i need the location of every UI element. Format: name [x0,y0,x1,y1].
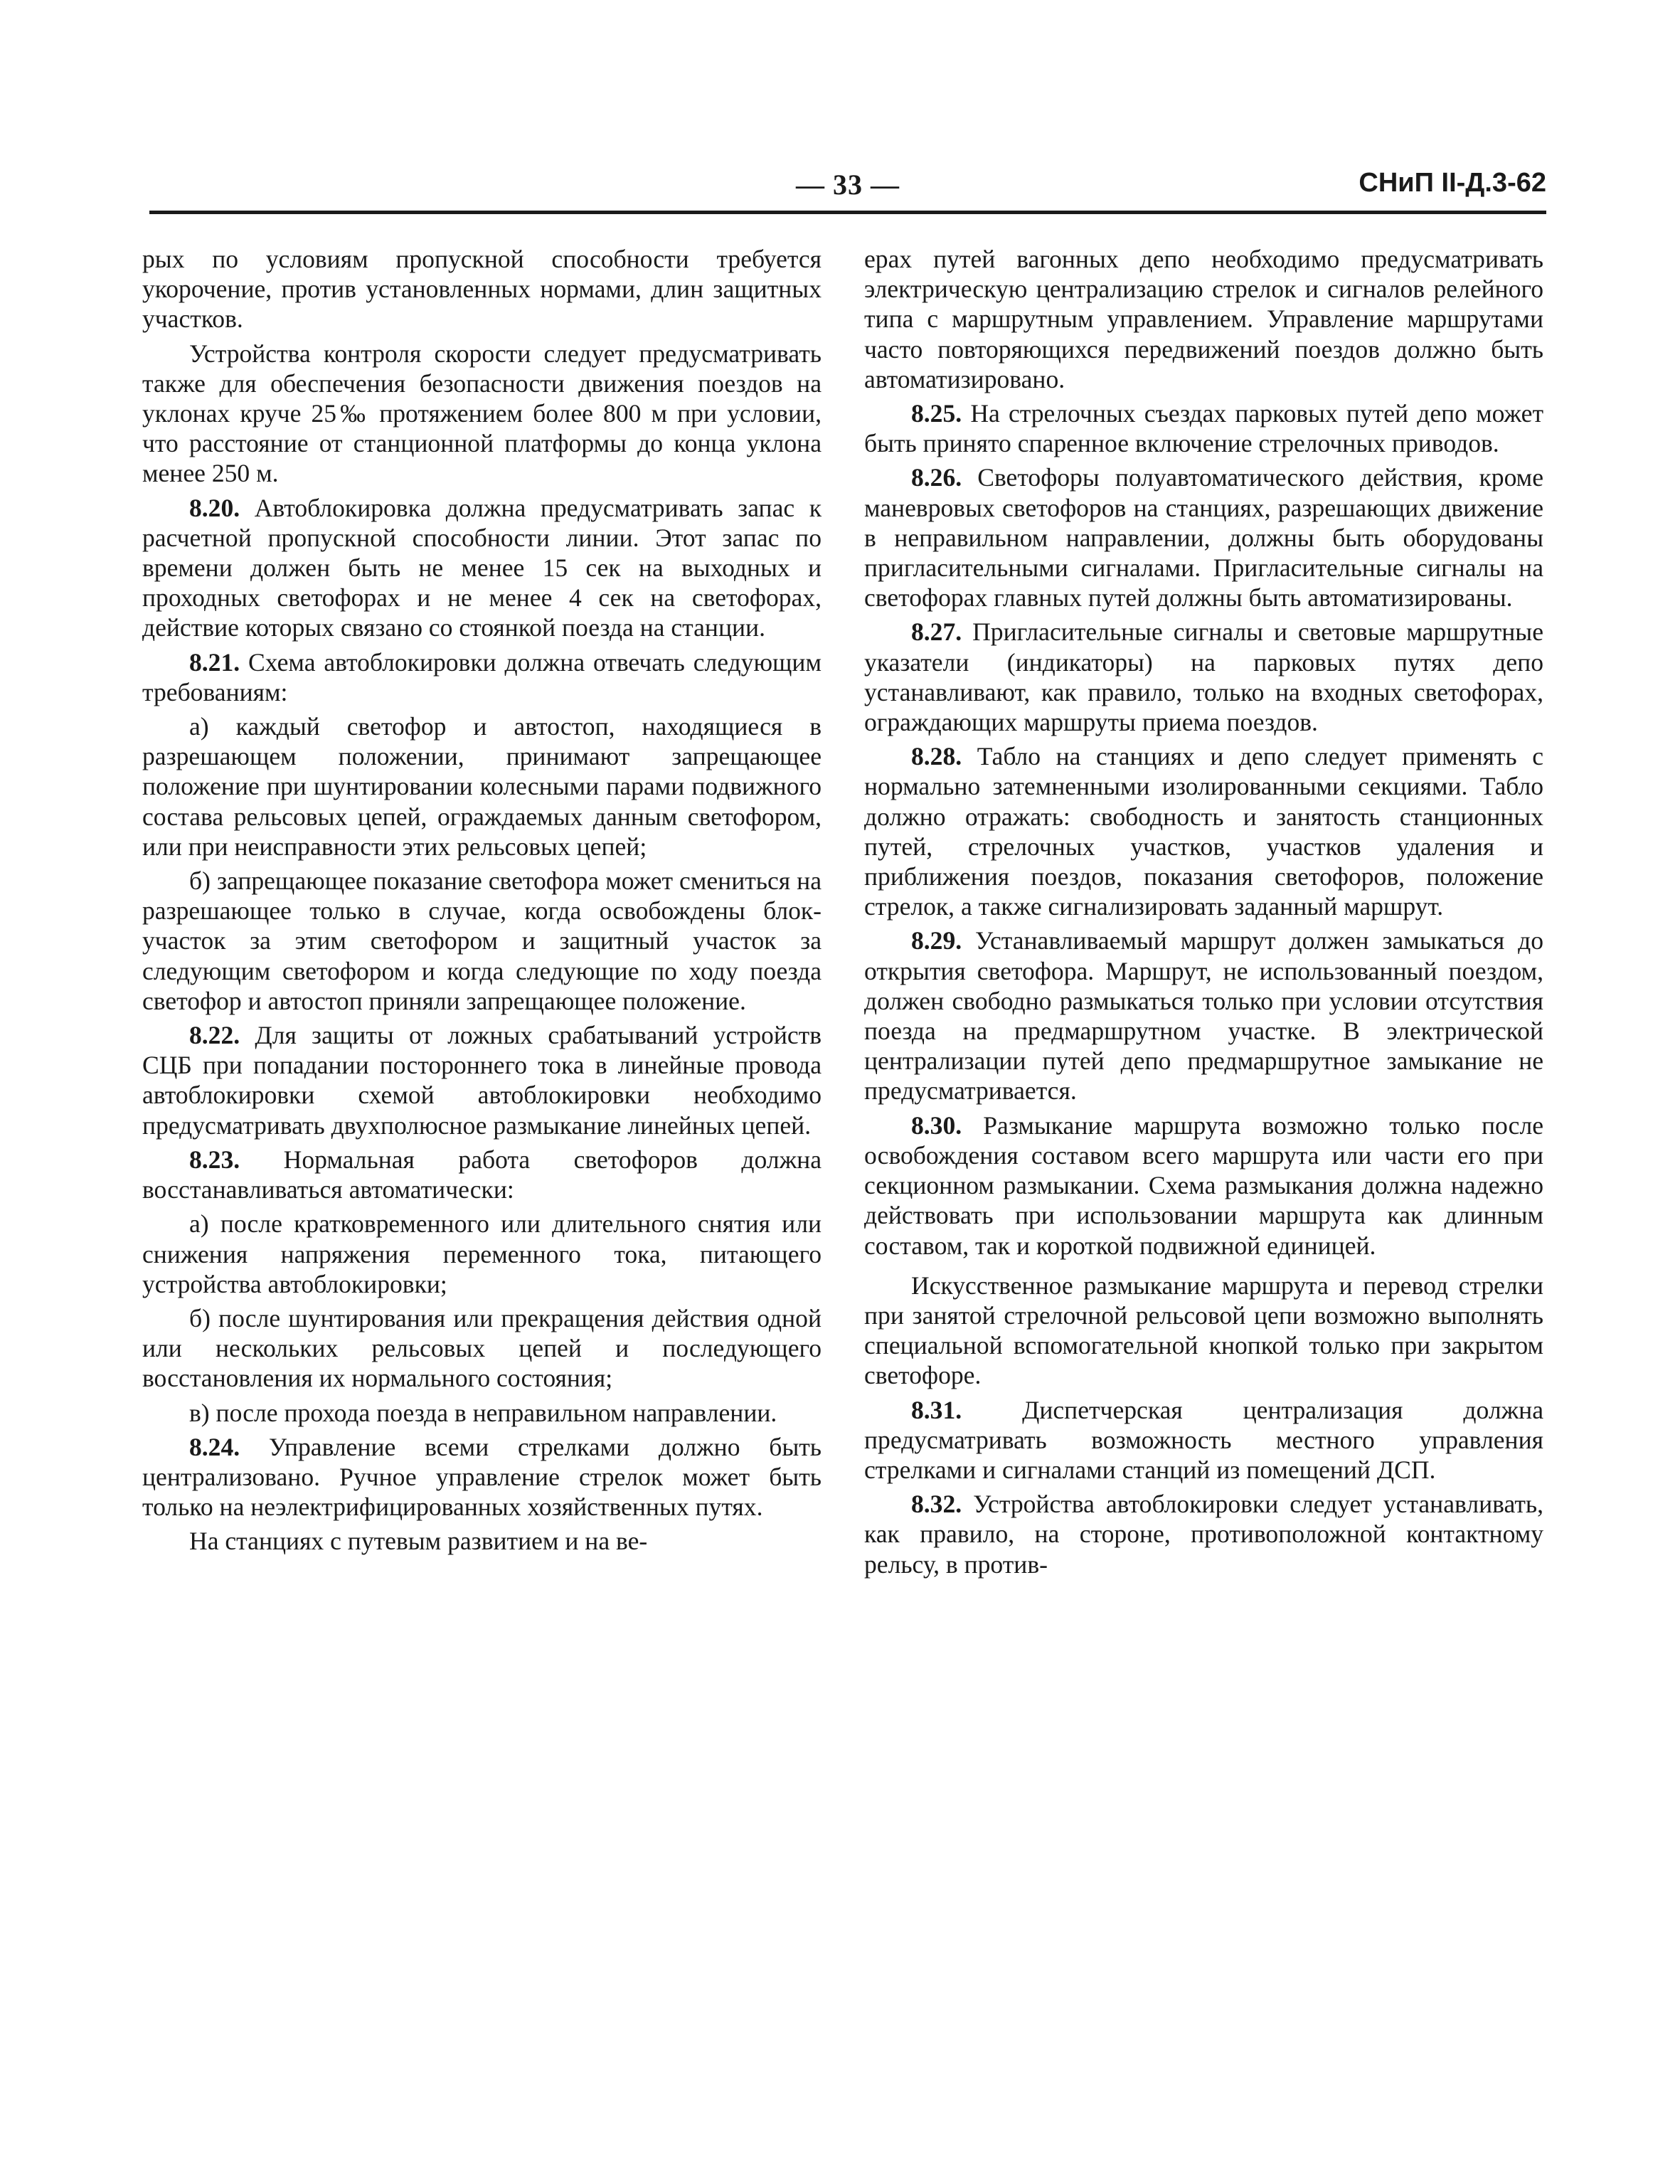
clause-text: Автоблокировка должна предусматривать запас к расчетной пропускной способности линии. Этот запас по времени должен быть не менее 15 сек на выходных и проходных светофорах и не менее 4 сек на светофорах, действие которых связано со стоянкой поезда на станции. [142,493,822,642]
clause-number: 8.25. [911,399,962,428]
clause-number: 8.26. [911,463,962,492]
clause-number: 8.31. [911,1395,962,1424]
clause-text: Пригласительные сигналы и световые маршрутные указатели (индикаторы) на парковых путях депо устанавливают, как правило, только на входных светофорах, ограждающих маршруты приема поездов. [864,617,1543,737]
clause-8-32 [864,1489,1543,1579]
clause-text: Устанавливаемый маршрут должен замыкаться до открытия светофора. Маршрут, не использованный поездом, должен свободно размыкаться только при условии отсутствия поезда на предмаршрутном участке. В электрической централизации путей депо предмаршрутное замыкание не предусматривается. [864,926,1544,1106]
clause-text: Табло на станциях и депо следует применять с нормально затемненными изолированными секциями. Табло должно отражать: свободность и занятость станционных путей, стрелочных участков, участков удаления и приближения поездов, показания светофоров, положение стрелок, а также сигнализировать заданный маршрут. [864,742,1543,921]
document-code: СНиП II-Д.3-62 [1359,168,1546,198]
clause-number: 8.28. [911,742,962,771]
paragraph: ерах путей вагонных депо необходимо предусматривать электрическую централизацию стрелок и сигналов релейного типа с маршрутным управлением. Управление маршрутами часто повторяющихся передвижений поездов должно быть автоматизировано. [864,245,1543,393]
clause-text: Схема автоблокировки должна отвечать следующим требованиям: [142,647,822,706]
clause-8-21 [142,647,822,707]
page-number: — 33 — [796,169,900,201]
clause-8-27 [864,617,1543,737]
clause-8-24 [142,1432,822,1522]
list-item: б) запрещающее показание светофора может смениться на разрешающее только в случае, когда освобождены блок-участок за этим светофором и защитный участок за следующим светофором и когда следующие по ходу поезда светофор и автостоп приняли запрещающее положение. [142,866,822,1015]
list-item: б) после шунтирования или прекращения действия одной или нескольких рельсовых цепей и последующего восстановления их нормального состояния; [142,1303,822,1393]
paragraph: Искусственное размыкание маршрута и перевод стрелки при занятой стрелочной рельсовой цепи возможно выполнять специальной вспомогательной кнопкой только при закрытом светофоре. [864,1271,1543,1390]
clause-text: Устройства автоблокировки следует устанавливать, как правило, на стороне, противоположной контактному рельсу, в против- [864,1490,1543,1579]
clause-text: Для защиты от ложных срабатываний устройств СЦБ при попадании постороннего тока в линейные провода автоблокировки схемой автоблокировки необходимо предусматривать двухполюсное размыкание линейных цепей. [142,1021,822,1140]
clause-8-30 [864,1110,1543,1261]
clause-number: 8.23. [189,1145,240,1174]
clause-number: 8.20. [189,493,240,522]
list-item: а) каждый светофор и автостоп, находящиеся в разрешающем положении, принимают запрещающее положение при шунтировании колесными парами подвижного состава рельсовых цепей, ограждаемых данным светофором, или при неисправности этих рельсовых цепей; [142,712,822,861]
clause-8-26 [864,462,1543,613]
clause-text: Светофоры полуавтоматического действия, кроме маневровых светофоров на станциях, разрешающих движение в неправильном направлении, должны быть оборудованы пригласительными сигналами. Пригласительные сигналы на светофорах главных путей должны быть автоматизированы. [864,463,1543,613]
clause-text: Диспетчерская централизация должна предусматривать возможность местного управления стрелками и сигналами станций из помещений ДСП. [864,1395,1543,1484]
clause-8-25 [864,398,1543,458]
right-column [864,244,1543,1584]
clause-text: Размыкание маршрута возможно только после освобождения составом всего маршрута или части его при секционном размыкании. Схема размыкания должна надежно действовать при использовании маршрута как длинным составом, так и короткой подвижной единицей. [864,1110,1543,1260]
left-column [142,244,822,1561]
clause-8-23 [142,1145,822,1204]
paragraph: рых по условиям пропускной способности требуется укорочение, против установленных нормами, длин защитных участков. [142,245,822,334]
clause-8-29 [864,926,1543,1106]
clause-8-31 [864,1395,1543,1485]
clause-number: 8.30. [911,1110,962,1140]
clause-text: На стрелочных съездах парковых путей депо может быть принято спаренное включение стрелочных приводов. [864,399,1543,458]
clause-number: 8.29. [911,926,962,955]
clause-number: 8.21. [189,647,240,677]
clause-8-22 [142,1020,822,1140]
clause-number: 8.24. [189,1432,240,1461]
clause-8-20 [142,493,822,643]
header-rule [149,211,1546,214]
list-item: а) после кратковременного или длительного снятия или снижения напряжения переменного тока, питающего устройства автоблокировки; [142,1209,822,1298]
paragraph: Устройства контроля скорости следует предусматривать также для обеспечения безопасности движения поездов на уклонах круче 25‰ протяжением более 800 м при условии, что расстояние от станционной платформы до конца уклона менее 250 м. [142,339,822,488]
list-item: в) после прохода поезда в неправильном направлении. [189,1398,777,1427]
paragraph: На станциях с путевым развитием и на ве- [189,1527,648,1556]
clause-text: Управление всеми стрелками должно быть централизовано. Ручное управление стрелок может быть только на неэлектрифицированных хозяйственных путях. [142,1432,822,1522]
clause-number: 8.22. [189,1021,240,1050]
clause-number: 8.32. [911,1490,962,1519]
clause-text: Нормальная работа светофоров должна восстанавливаться автоматически: [142,1145,822,1204]
clause-8-28 [864,741,1543,921]
clause-number: 8.27. [911,617,962,647]
